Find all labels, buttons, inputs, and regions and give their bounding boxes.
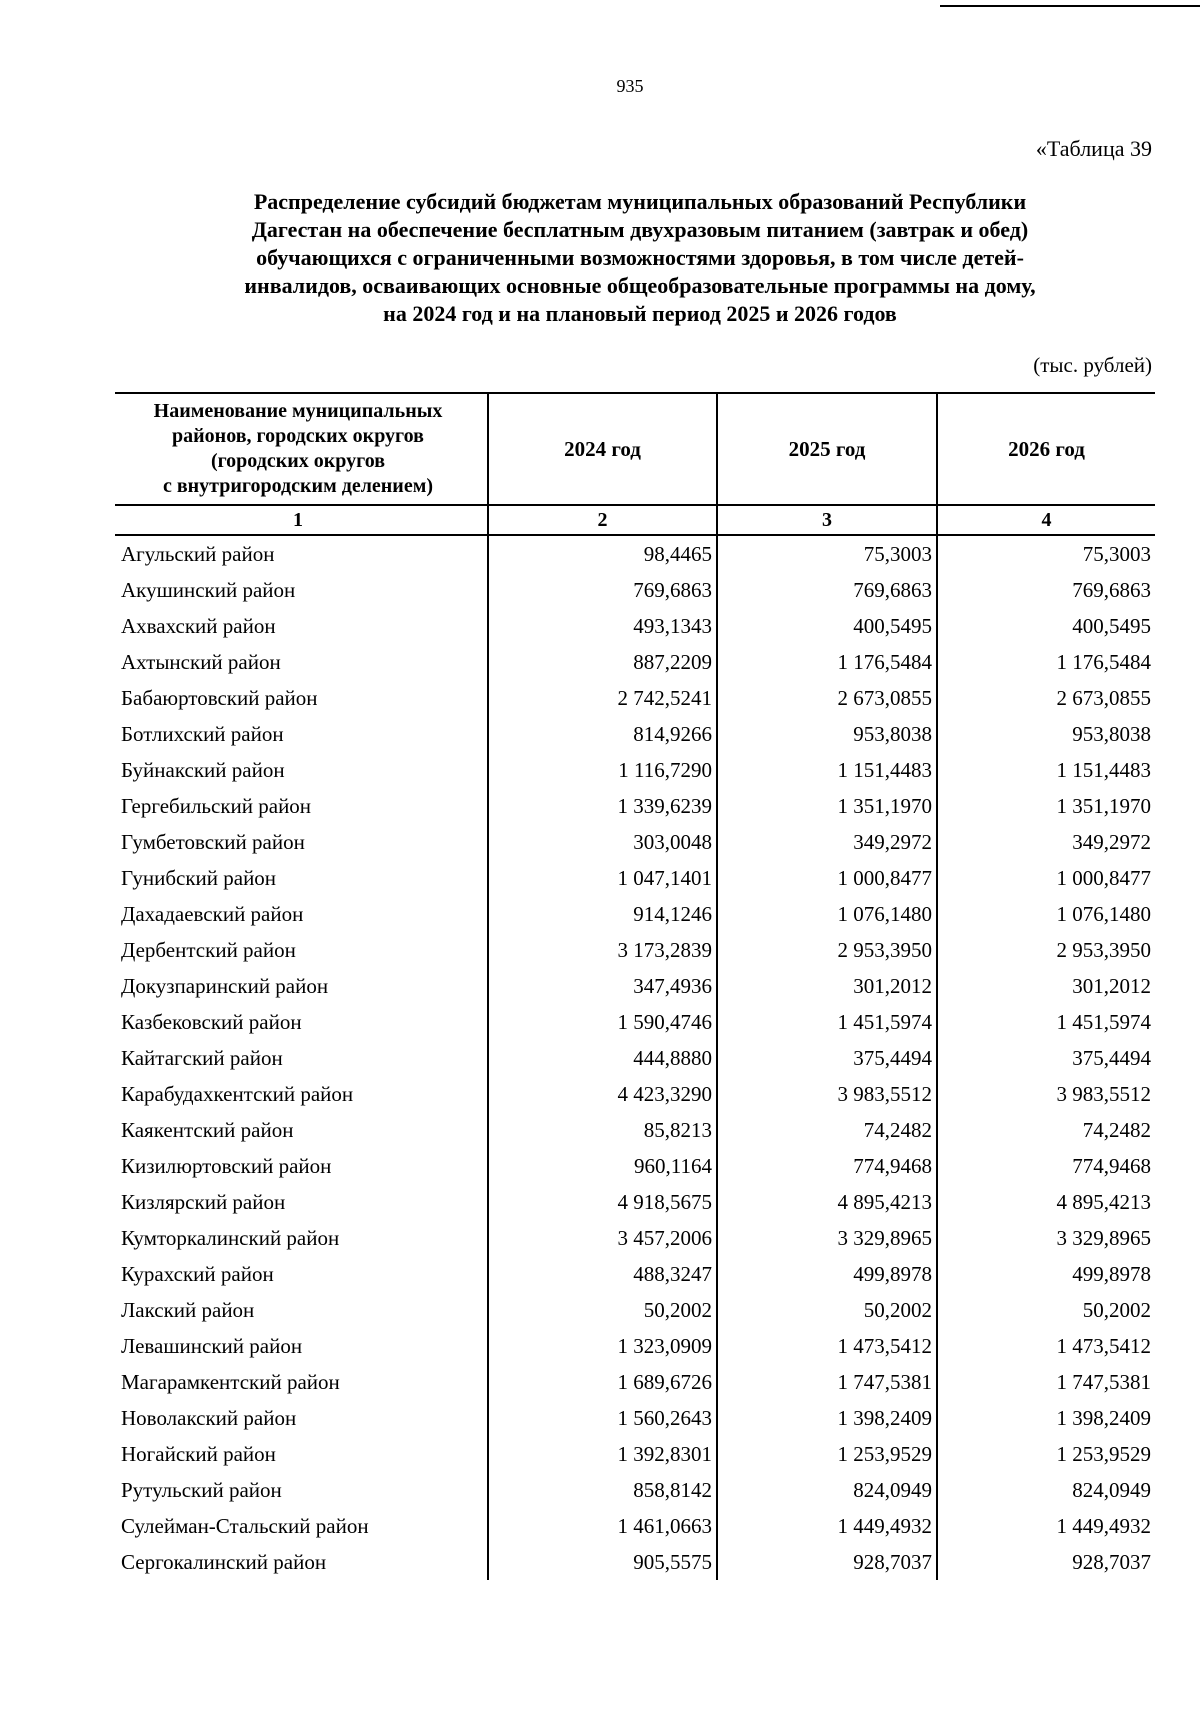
- value-2026: 1 151,4483: [937, 752, 1155, 788]
- value-2025: 3 983,5512: [717, 1076, 937, 1112]
- table-row: [115, 1508, 1155, 1544]
- value-2026: 1 398,2409: [937, 1400, 1155, 1436]
- value-2024: 814,9266: [488, 716, 717, 752]
- district-name: Дахадаевский район: [121, 901, 304, 926]
- title-line: Распределение субсидий бюджетам муниципальных образований Республики: [253, 189, 1027, 214]
- table-row: [115, 824, 1155, 860]
- value-2025: 769,6863: [717, 572, 937, 608]
- district-name: Рутульский район: [121, 1477, 282, 1502]
- district-name: Сергокалинский район: [121, 1549, 327, 1574]
- value-2025: 375,4494: [717, 1040, 937, 1076]
- table-row: [115, 572, 1155, 608]
- value-2026: 349,2972: [937, 824, 1155, 860]
- table-row: [115, 1184, 1155, 1220]
- title-line: на 2024 год и на плановый период 2025 и 2026 годов: [383, 301, 897, 326]
- value-2024: 858,8142: [488, 1472, 717, 1508]
- value-2025: 1 151,4483: [717, 752, 937, 788]
- district-name: Лакский район: [121, 1297, 255, 1322]
- value-2026: 928,7037: [937, 1544, 1155, 1580]
- table-row: [115, 932, 1155, 968]
- table-row: [115, 1040, 1155, 1076]
- value-2025: 4 895,4213: [717, 1184, 937, 1220]
- title-line: Дагестан на обеспечение бесплатным двухразовым питанием (завтрак и обед): [251, 217, 1029, 242]
- column-number: 3: [717, 505, 937, 535]
- district-name: Левашинский район: [121, 1333, 303, 1358]
- header-2025: 2025 год: [717, 393, 937, 505]
- table-row: [115, 860, 1155, 896]
- value-2024: 1 116,7290: [488, 752, 717, 788]
- value-2025: 74,2482: [717, 1112, 937, 1148]
- column-number: 2: [488, 505, 717, 535]
- value-2025: 499,8978: [717, 1256, 937, 1292]
- units-label: (тыс. рублей): [1033, 353, 1152, 377]
- subsidy-table: [115, 392, 1155, 1580]
- value-2024: 98,4465: [488, 535, 717, 572]
- value-2026: 400,5495: [937, 608, 1155, 644]
- table-row: [115, 1148, 1155, 1184]
- value-2024: 444,8880: [488, 1040, 717, 1076]
- value-2024: 4 423,3290: [488, 1076, 717, 1112]
- value-2026: 1 451,5974: [937, 1004, 1155, 1040]
- value-2026: 301,2012: [937, 968, 1155, 1004]
- district-name: Гунибский район: [121, 865, 277, 890]
- district-name: Акушинский район: [121, 577, 296, 602]
- district-name: Буйнакский район: [121, 757, 285, 782]
- district-name: Гумбетовский район: [121, 829, 305, 854]
- district-name: Кизлярский район: [121, 1189, 286, 1214]
- value-2024: 3 457,2006: [488, 1220, 717, 1256]
- document-title: [150, 188, 1130, 328]
- district-name: Дербентский район: [121, 937, 296, 962]
- value-2026: 769,6863: [937, 572, 1155, 608]
- table-row: [115, 1544, 1155, 1580]
- table-label: «Таблица 39: [1035, 136, 1152, 161]
- value-2025: 774,9468: [717, 1148, 937, 1184]
- table-row: [115, 1112, 1155, 1148]
- table-row: [115, 1004, 1155, 1040]
- value-2026: 3 983,5512: [937, 1076, 1155, 1112]
- value-2026: 74,2482: [937, 1112, 1155, 1148]
- district-name: Кизилюртовский район: [121, 1153, 332, 1178]
- page-number: 935: [616, 76, 644, 96]
- value-2024: 1 323,0909: [488, 1328, 717, 1364]
- table-row: [115, 1364, 1155, 1400]
- table-row: [115, 1220, 1155, 1256]
- value-2026: 1 473,5412: [937, 1328, 1155, 1364]
- value-2025: 1 473,5412: [717, 1328, 937, 1364]
- table-row: [115, 1328, 1155, 1364]
- value-2026: 50,2002: [937, 1292, 1155, 1328]
- title-line: инвалидов, осваивающих основные общеобразовательные программы на дому,: [244, 273, 1036, 298]
- value-2026: 2 673,0855: [937, 680, 1155, 716]
- title-line: обучающихся с ограниченными возможностями здоровья, в том числе детей-: [256, 245, 1024, 270]
- value-2025: 1 253,9529: [717, 1436, 937, 1472]
- district-name: Ботлихский район: [121, 721, 284, 746]
- value-2025: 50,2002: [717, 1292, 937, 1328]
- header-row: [115, 393, 1155, 505]
- value-2024: 3 173,2839: [488, 932, 717, 968]
- value-2026: 1 351,1970: [937, 788, 1155, 824]
- value-2024: 1 689,6726: [488, 1364, 717, 1400]
- value-2026: 953,8038: [937, 716, 1155, 752]
- value-2024: 960,1164: [488, 1148, 717, 1184]
- value-2024: 914,1246: [488, 896, 717, 932]
- value-2024: 769,6863: [488, 572, 717, 608]
- value-2024: 905,5575: [488, 1544, 717, 1580]
- district-name: Ногайский район: [121, 1441, 276, 1466]
- district-name: Курахский район: [121, 1261, 274, 1286]
- table-row: [115, 1292, 1155, 1328]
- district-name: Бабаюртовский район: [121, 685, 318, 710]
- district-name: Казбековский район: [121, 1009, 302, 1034]
- table-row: [115, 1076, 1155, 1112]
- value-2025: 1 449,4932: [717, 1508, 937, 1544]
- value-2025: 75,3003: [717, 535, 937, 572]
- value-2026: 75,3003: [937, 535, 1155, 572]
- header-line: (городских округов: [210, 450, 386, 472]
- value-2024: 4 918,5675: [488, 1184, 717, 1220]
- value-2026: 1 253,9529: [937, 1436, 1155, 1472]
- district-name: Гергебильский район: [121, 793, 312, 818]
- table-row: [115, 644, 1155, 680]
- value-2024: 493,1343: [488, 608, 717, 644]
- value-2025: 1 176,5484: [717, 644, 937, 680]
- table-row: [115, 752, 1155, 788]
- value-2024: 347,4936: [488, 968, 717, 1004]
- table-row: [115, 608, 1155, 644]
- header-2026: 2026 год: [937, 393, 1155, 505]
- value-2025: 953,8038: [717, 716, 937, 752]
- value-2025: 1 747,5381: [717, 1364, 937, 1400]
- value-2024: 1 560,2643: [488, 1400, 717, 1436]
- table-row: [115, 788, 1155, 824]
- district-name: Новолакский район: [121, 1405, 297, 1430]
- value-2024: 1 339,6239: [488, 788, 717, 824]
- value-2025: 928,7037: [717, 1544, 937, 1580]
- value-2026: 4 895,4213: [937, 1184, 1155, 1220]
- value-2026: 824,0949: [937, 1472, 1155, 1508]
- column-number-row: [115, 505, 1155, 535]
- table-row: [115, 1436, 1155, 1472]
- value-2025: 349,2972: [717, 824, 937, 860]
- value-2024: 1 392,8301: [488, 1436, 717, 1472]
- district-name: Магарамкентский район: [121, 1369, 340, 1394]
- value-2025: 301,2012: [717, 968, 937, 1004]
- value-2025: 400,5495: [717, 608, 937, 644]
- district-name: Ахтынский район: [121, 649, 281, 674]
- table-row: [115, 1256, 1155, 1292]
- district-name: Сулейман-Стальский район: [121, 1513, 369, 1538]
- value-2024: 1 590,4746: [488, 1004, 717, 1040]
- top-rule: [940, 5, 1200, 7]
- value-2024: 85,8213: [488, 1112, 717, 1148]
- value-2024: 1 461,0663: [488, 1508, 717, 1544]
- value-2026: 375,4494: [937, 1040, 1155, 1076]
- header-2024: 2024 год: [488, 393, 717, 505]
- value-2026: 1 000,8477: [937, 860, 1155, 896]
- value-2025: 1 351,1970: [717, 788, 937, 824]
- value-2025: 1 451,5974: [717, 1004, 937, 1040]
- value-2026: 774,9468: [937, 1148, 1155, 1184]
- header-line: с внутригородским делением): [162, 475, 433, 497]
- header-municipality: [115, 393, 488, 505]
- district-name: Агульский район: [121, 541, 275, 566]
- table-row: [115, 716, 1155, 752]
- value-2026: 3 329,8965: [937, 1220, 1155, 1256]
- value-2026: 1 449,4932: [937, 1508, 1155, 1544]
- value-2025: 2 953,3950: [717, 932, 937, 968]
- value-2024: 1 047,1401: [488, 860, 717, 896]
- district-name: Каякентский район: [121, 1117, 294, 1142]
- district-name: Кайтагский район: [121, 1045, 283, 1070]
- header-line: Наименование муниципальных: [153, 400, 443, 422]
- value-2024: 2 742,5241: [488, 680, 717, 716]
- value-2025: 2 673,0855: [717, 680, 937, 716]
- value-2026: 2 953,3950: [937, 932, 1155, 968]
- value-2025: 1 076,1480: [717, 896, 937, 932]
- table-row: [115, 1400, 1155, 1436]
- district-name: Докузпаринский район: [121, 973, 329, 998]
- table-row: [115, 535, 1155, 572]
- district-name: Кумторкалинский район: [121, 1225, 340, 1250]
- table-row: [115, 968, 1155, 1004]
- value-2024: 488,3247: [488, 1256, 717, 1292]
- table-row: [115, 1472, 1155, 1508]
- district-name: Карабудахкентский район: [121, 1081, 354, 1106]
- value-2025: 1 398,2409: [717, 1400, 937, 1436]
- table-row: [115, 680, 1155, 716]
- column-number: 4: [937, 505, 1155, 535]
- district-name: Ахвахский район: [121, 613, 276, 638]
- table-body: [115, 535, 1155, 1580]
- value-2024: 887,2209: [488, 644, 717, 680]
- value-2025: 824,0949: [717, 1472, 937, 1508]
- column-number: 1: [115, 505, 488, 535]
- value-2026: 499,8978: [937, 1256, 1155, 1292]
- value-2026: 1 076,1480: [937, 896, 1155, 932]
- header-line: районов, городских округов: [172, 425, 424, 447]
- value-2026: 1 176,5484: [937, 644, 1155, 680]
- table-row: [115, 896, 1155, 932]
- value-2026: 1 747,5381: [937, 1364, 1155, 1400]
- value-2024: 50,2002: [488, 1292, 717, 1328]
- value-2024: 303,0048: [488, 824, 717, 860]
- value-2025: 3 329,8965: [717, 1220, 937, 1256]
- value-2025: 1 000,8477: [717, 860, 937, 896]
